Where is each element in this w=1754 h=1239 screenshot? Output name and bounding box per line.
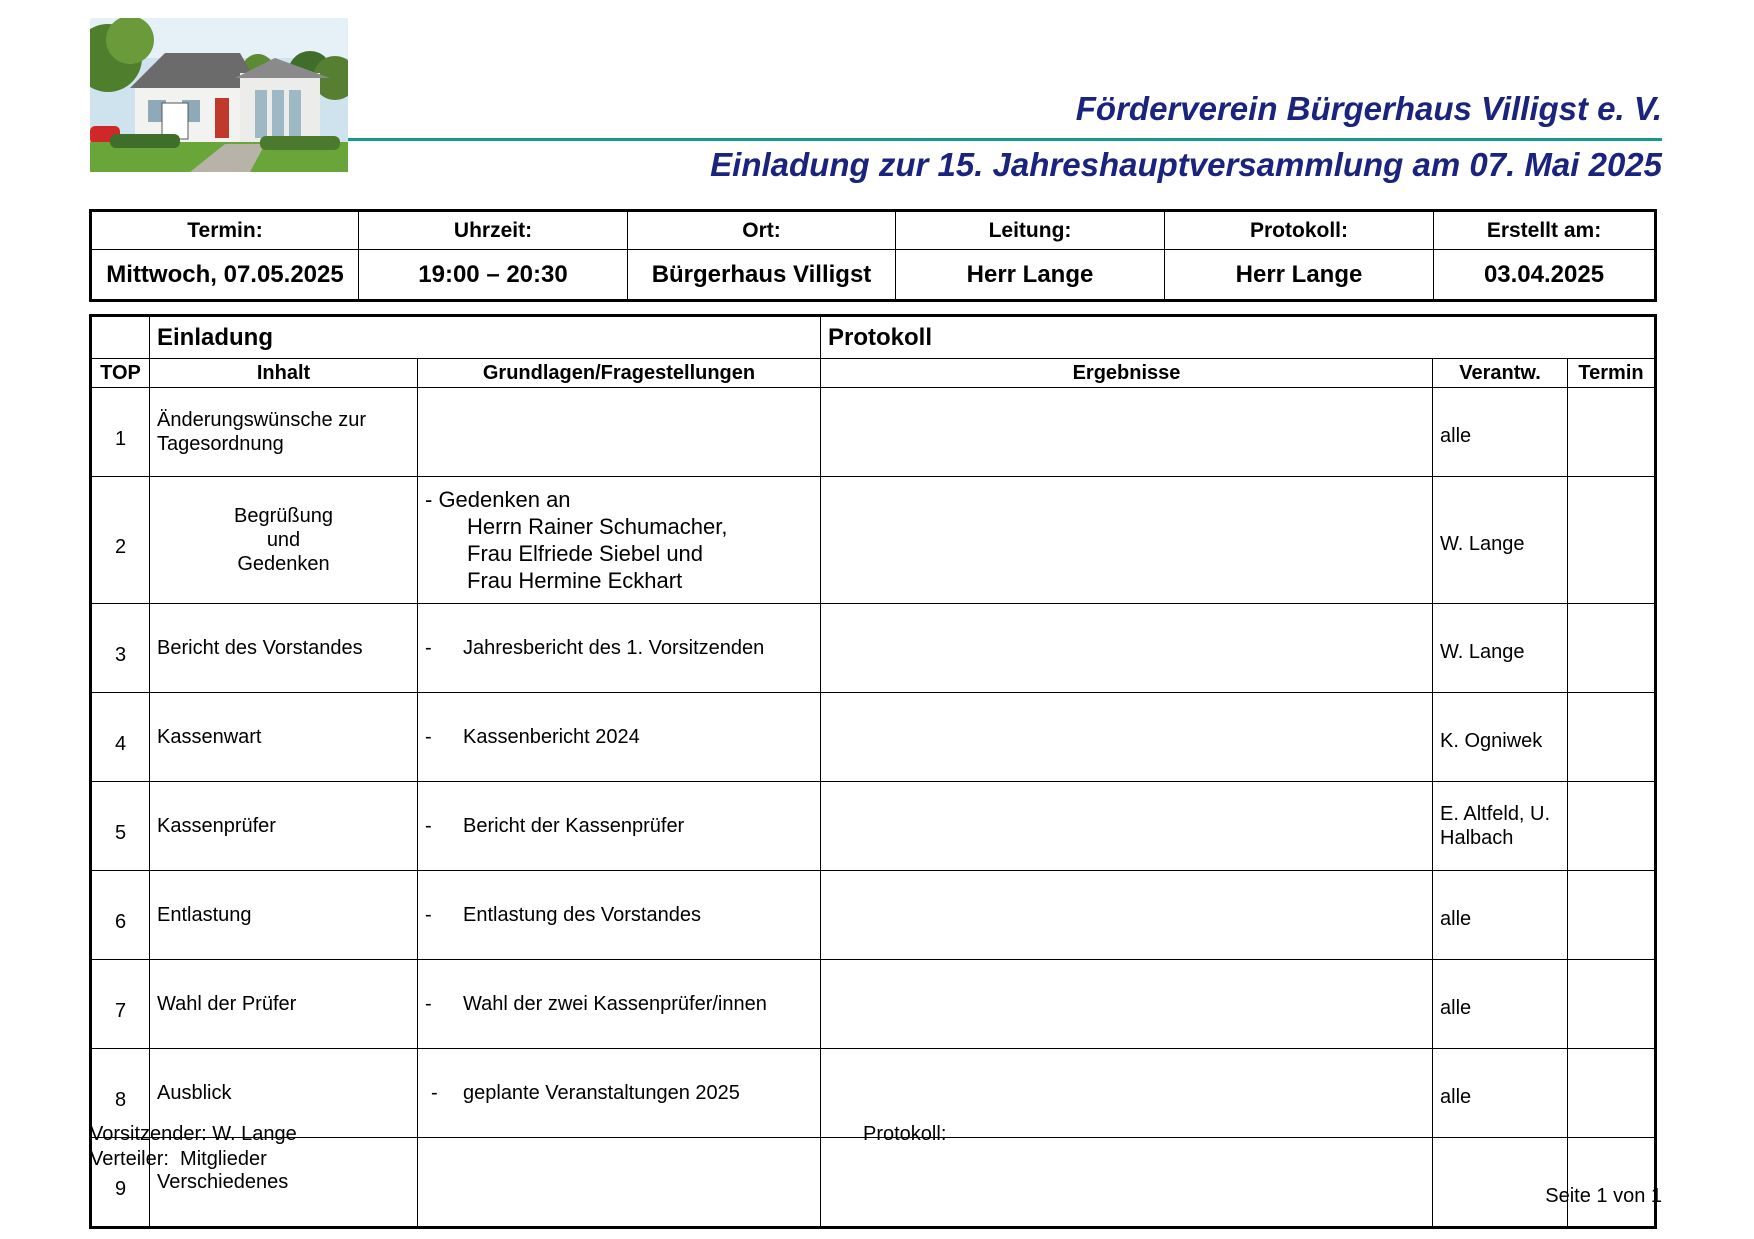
top-number: 2: [91, 477, 150, 604]
top-number: 7: [91, 960, 150, 1049]
top-number: 1: [91, 388, 150, 477]
top-number: 5: [91, 782, 150, 871]
col-grundlagen: Grundlagen/Fragestellungen: [418, 359, 821, 388]
grundlagen-cell: [418, 960, 821, 1049]
inhalt-line: und: [266, 529, 301, 551]
invitation-title: Einladung zur 15. Jahreshauptversammlung am 07. Mai 2025: [710, 146, 1662, 183]
verantw-cell: alle: [1433, 388, 1568, 477]
organization-title: Förderverein Bürgerhaus Villigst e. V.: [1075, 90, 1662, 127]
inhalt-cell: Verschiedenes: [150, 1138, 418, 1228]
inhalt-cell: Ausblick: [150, 1049, 418, 1138]
value-ort: Bürgerhaus Villigst: [628, 250, 896, 301]
page-number: Seite 1 von 1: [1545, 1185, 1662, 1207]
grundlagen-cell: [418, 693, 821, 782]
bullet-dash: -: [425, 903, 432, 926]
verantw-cell: alle: [1433, 1049, 1568, 1138]
col-termin: Termin: [1568, 359, 1656, 388]
footer-chair: Vorsitzender: W. Lange: [90, 1123, 297, 1145]
section-blank: [91, 316, 150, 359]
section-einladung: Einladung: [150, 316, 821, 359]
verantw-cell: [1433, 1138, 1568, 1228]
inhalt-line: Gedenken: [237, 553, 330, 575]
value-erstellt: 03.04.2025: [1434, 250, 1656, 301]
grundlagen-cell: [418, 477, 821, 604]
ergebnisse-cell: [821, 693, 1433, 782]
col-inhalt: Inhalt: [150, 359, 418, 388]
meeting-info-labels: [91, 211, 1656, 250]
table-row: [91, 604, 1656, 693]
bullet-dash: -: [425, 636, 432, 659]
label-leitung: Leitung:: [896, 211, 1165, 250]
verantw-cell: alle: [1433, 871, 1568, 960]
grundlagen-text: Wahl der zwei Kassenprüfer/innen: [463, 992, 767, 1015]
inhalt-cell: Bericht des Vorstandes: [150, 604, 418, 693]
grundlagen-cell: [418, 871, 821, 960]
grundlagen-text: Jahresbericht des 1. Vorsitzenden: [463, 636, 765, 659]
bullet-dash: -: [431, 1081, 438, 1104]
grundlagen-cell: [418, 388, 821, 477]
termin-cell: [1568, 477, 1656, 604]
table-row: [91, 1138, 1656, 1228]
section-protokoll: Protokoll: [821, 316, 1656, 359]
ergebnisse-cell: [821, 960, 1433, 1049]
footer-left: [90, 1122, 297, 1172]
ergebnisse-cell: [821, 1138, 1433, 1228]
agenda-table: [89, 314, 1657, 1229]
ergebnisse-cell: [821, 782, 1433, 871]
agenda-section-row: [91, 316, 1656, 359]
termin-cell: [1568, 1049, 1656, 1138]
table-row: [91, 477, 1656, 604]
inhalt-cell: [150, 477, 418, 604]
footer-distribution: Verteiler: Mitglieder: [90, 1148, 267, 1170]
inhalt-cell: Kassenwart: [150, 693, 418, 782]
grundlagen-text: geplante Veranstaltungen 2025: [463, 1081, 740, 1104]
verantw-cell: W. Lange: [1433, 477, 1568, 604]
ergebnisse-cell: [821, 388, 1433, 477]
grundlagen-cell: [418, 782, 821, 871]
value-leitung: Herr Lange: [896, 250, 1165, 301]
table-row: [91, 960, 1656, 1049]
inhalt-cell: Entlastung: [150, 871, 418, 960]
bullet-dash: -: [425, 814, 432, 837]
grundlagen-text: Kassenbericht 2024: [463, 725, 640, 748]
termin-cell: [1568, 960, 1656, 1049]
inhalt-cell: Änderungswünsche zur Tagesordnung: [150, 388, 418, 477]
bullet-dash: -: [425, 992, 432, 1015]
agenda-column-headers: [91, 359, 1656, 388]
verantw-cell: alle: [1433, 960, 1568, 1049]
value-protokoll: Herr Lange: [1165, 250, 1434, 301]
table-row: [91, 693, 1656, 782]
top-number: 3: [91, 604, 150, 693]
gedenken-name: Frau Elfriede Siebel und: [467, 541, 704, 566]
inhalt-cell: Kassenprüfer: [150, 782, 418, 871]
footer-minutes: Protokoll:: [863, 1123, 947, 1145]
top-number: 6: [91, 871, 150, 960]
top-number: 9: [91, 1138, 150, 1228]
top-number: 8: [91, 1049, 150, 1138]
grundlagen-text: Entlastung des Vorstandes: [463, 903, 701, 926]
verantw-cell: W. Lange: [1433, 604, 1568, 693]
termin-cell: [1568, 871, 1656, 960]
grundlagen-cell: [418, 1049, 821, 1138]
grundlagen-text: Bericht der Kassenprüfer: [463, 814, 685, 837]
value-termin: Mittwoch, 07.05.2025: [91, 250, 359, 301]
ergebnisse-cell: [821, 477, 1433, 604]
verantw-cell: K. Ogniwek: [1433, 693, 1568, 782]
col-top: TOP: [91, 359, 150, 388]
termin-cell: [1568, 388, 1656, 477]
col-verantw: Verantw.: [1433, 359, 1568, 388]
table-row: [91, 782, 1656, 871]
label-erstellt: Erstellt am:: [1434, 211, 1656, 250]
bullet-dash: -: [425, 725, 432, 748]
termin-cell: [1568, 693, 1656, 782]
inhalt-cell: Wahl der Prüfer: [150, 960, 418, 1049]
table-row: [91, 871, 1656, 960]
termin-cell: [1568, 604, 1656, 693]
value-uhrzeit: 19:00 – 20:30: [359, 250, 628, 301]
termin-cell: [1568, 1138, 1656, 1228]
grundlagen-cell: [418, 604, 821, 693]
grundlagen-cell: [418, 1138, 821, 1228]
termin-cell: [1568, 782, 1656, 871]
header-divider: [348, 138, 1662, 141]
label-termin: Termin:: [91, 211, 359, 250]
ergebnisse-cell: [821, 604, 1433, 693]
meeting-info-table: [89, 209, 1657, 302]
gedenken-heading: - Gedenken an: [425, 487, 571, 512]
label-uhrzeit: Uhrzeit:: [359, 211, 628, 250]
label-ort: Ort:: [628, 211, 896, 250]
gedenken-name: Herrn Rainer Schumacher,: [467, 514, 728, 539]
meeting-info-values: [91, 250, 1656, 301]
inhalt-line: Begrüßung: [234, 505, 333, 527]
gedenken-name: Frau Hermine Eckhart: [467, 568, 683, 593]
ergebnisse-cell: [821, 871, 1433, 960]
label-protokoll: Protokoll:: [1165, 211, 1434, 250]
buergerhaus-photo: [90, 18, 348, 172]
top-number: 4: [91, 693, 150, 782]
verantw-cell: E. Altfeld, U. Halbach: [1433, 782, 1568, 871]
table-row: [91, 388, 1656, 477]
col-ergebnisse: Ergebnisse: [821, 359, 1433, 388]
